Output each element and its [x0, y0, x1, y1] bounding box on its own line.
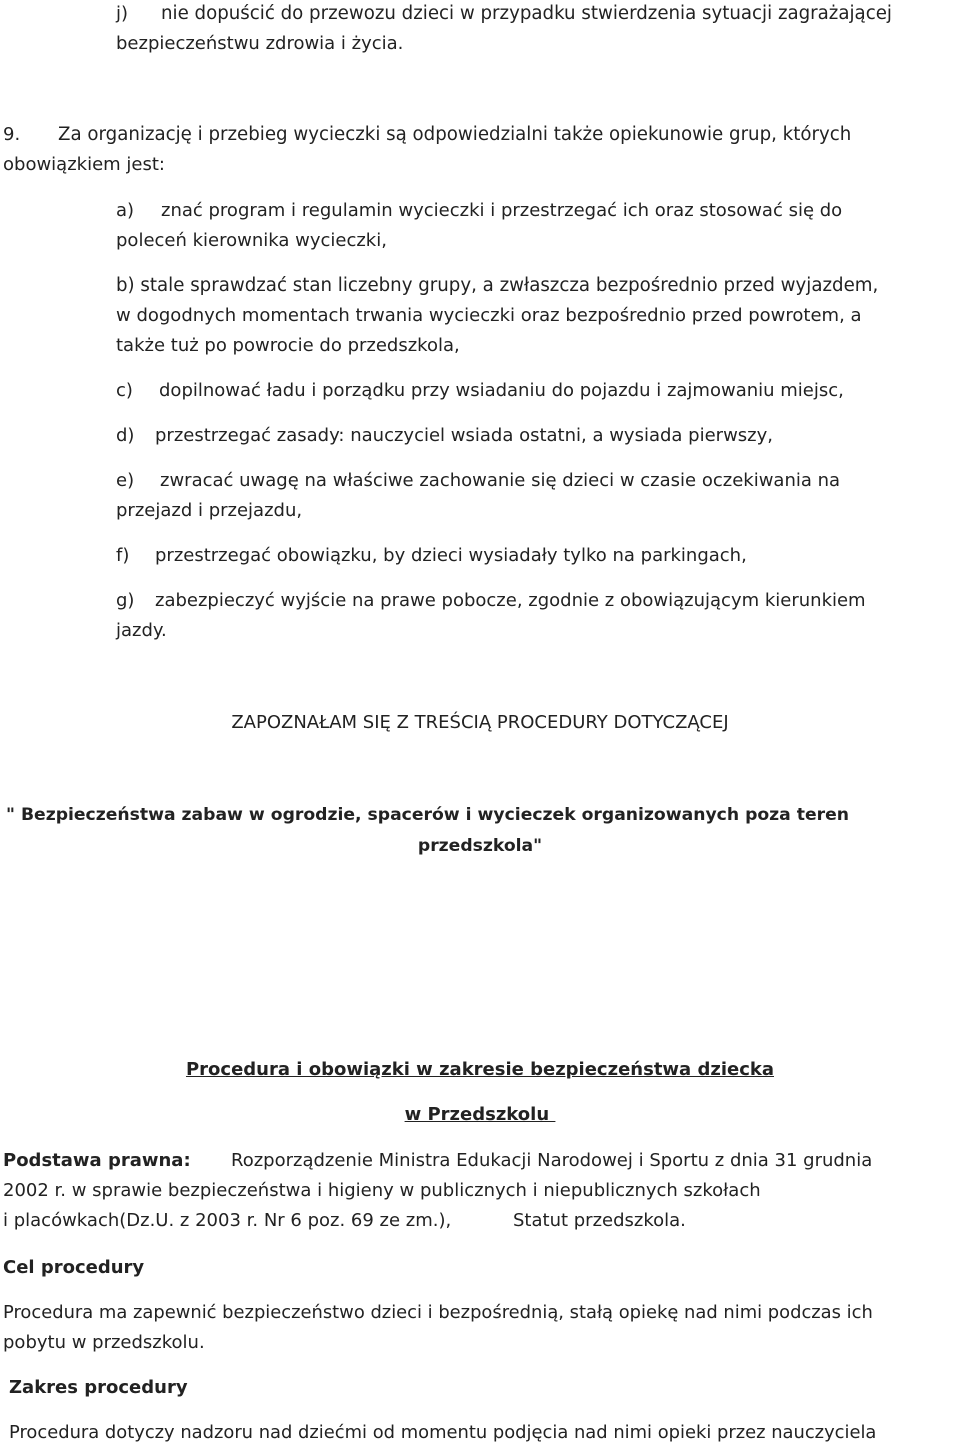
section-9-line1: Za organizację i przebieg wycieczki są odpowiedzialni także opiekunowie grup, których	[58, 124, 852, 145]
duty-marker-c: c)	[116, 380, 133, 401]
section-9-line2: obowiązkiem jest:	[3, 154, 165, 175]
procedure-name-line1: " Bezpieczeństwa zabaw w ogrodzie, spacerów i wycieczek organizowanych poza teren	[6, 805, 850, 825]
duty-b-line1: b) stale sprawdzać stan liczebny grupy, a zwłaszcza bezpośrednio przed wyjazdem,	[116, 275, 879, 296]
duty-a-line1: znać program i regulamin wycieczki i przestrzegać ich oraz stosować się do	[161, 200, 843, 221]
acknowledgement-heading: ZAPOZNAŁAM SIĘ Z TREŚCIĄ PROCEDURY DOTYCZĄCEJ	[231, 712, 729, 733]
scope-heading: Zakres procedury	[9, 1377, 188, 1398]
duty-b-line3: także tuż po powrocie do przedszkola,	[116, 335, 460, 356]
duty-e-line1: zwracać uwagę na właściwe zachowanie się dzieci w czasie oczekiwania na	[160, 470, 841, 491]
duty-g-line1: zabezpieczyć wyjście na prawe pobocze, zgodnie z obowiązującym kierunkiem	[155, 590, 866, 611]
duty-e-line2: przejazd i przejazdu,	[116, 500, 303, 521]
duty-a-line2: poleceń kierownika wycieczki,	[116, 230, 387, 251]
scope-text-line1: Procedura dotyczy nadzoru nad dziećmi od momentu podjęcia nad nimi opieki przez nauczyciela	[9, 1422, 877, 1443]
goal-text-line2: pobytu w przedszkolu.	[3, 1332, 205, 1353]
duty-marker-f: f)	[116, 545, 130, 566]
procedure-title: Procedura i obowiązki w zakresie bezpieczeństwa dziecka	[185, 1059, 774, 1080]
duty-f-text: przestrzegać obowiązku, by dzieci wysiadały tylko na parkingach,	[155, 545, 747, 566]
procedure-subtitle: w Przedszkolu	[404, 1104, 556, 1125]
duty-marker-a: a)	[116, 200, 135, 221]
list-item-j-line1: nie dopuścić do przewozu dzieci w przypadku stwierdzenia sytuacji zagrażającej	[161, 3, 892, 24]
legal-basis-text-line3: i placówkach(Dz.U. z 2003 r. Nr 6 poz. 69 ze zm.),	[3, 1210, 452, 1231]
legal-basis-text-line2: 2002 r. w sprawie bezpieczeństwa i higieny w publicznych i niepublicznych szkołach	[3, 1180, 761, 1201]
procedure-name-line2: przedszkola"	[417, 836, 543, 856]
list-item-j-line2: bezpieczeństwu zdrowia i życia.	[116, 33, 404, 54]
duty-b-line2: w dogodnych momentach trwania wycieczki oraz bezpośrednio przed powrotem, a	[116, 305, 862, 326]
duty-d-text: przestrzegać zasady: nauczyciel wsiada ostatni, a wysiada pierwszy,	[155, 425, 773, 446]
section-number-9: 9.	[3, 124, 21, 145]
legal-basis-statute: Statut przedszkola.	[513, 1210, 686, 1231]
duty-c-text: dopilnować ładu i porządku przy wsiadaniu do pojazdu i zajmowaniu miejsc,	[159, 380, 844, 401]
goal-heading: Cel procedury	[3, 1257, 145, 1278]
list-marker-j: j)	[116, 3, 129, 24]
legal-basis-label: Podstawa prawna:	[3, 1150, 191, 1171]
duty-marker-e: e)	[116, 470, 135, 491]
duty-marker-g: g)	[116, 590, 135, 611]
duty-g-line2: jazdy.	[116, 620, 167, 641]
goal-text-line1: Procedura ma zapewnić bezpieczeństwo dzieci i bezpośrednią, stałą opiekę nad nimi podczas ich	[3, 1302, 873, 1323]
legal-basis-text-line1: Rozporządzenie Ministra Edukacji Narodowej i Sportu z dnia 31 grudnia	[231, 1150, 873, 1171]
duty-marker-d: d)	[116, 425, 135, 446]
